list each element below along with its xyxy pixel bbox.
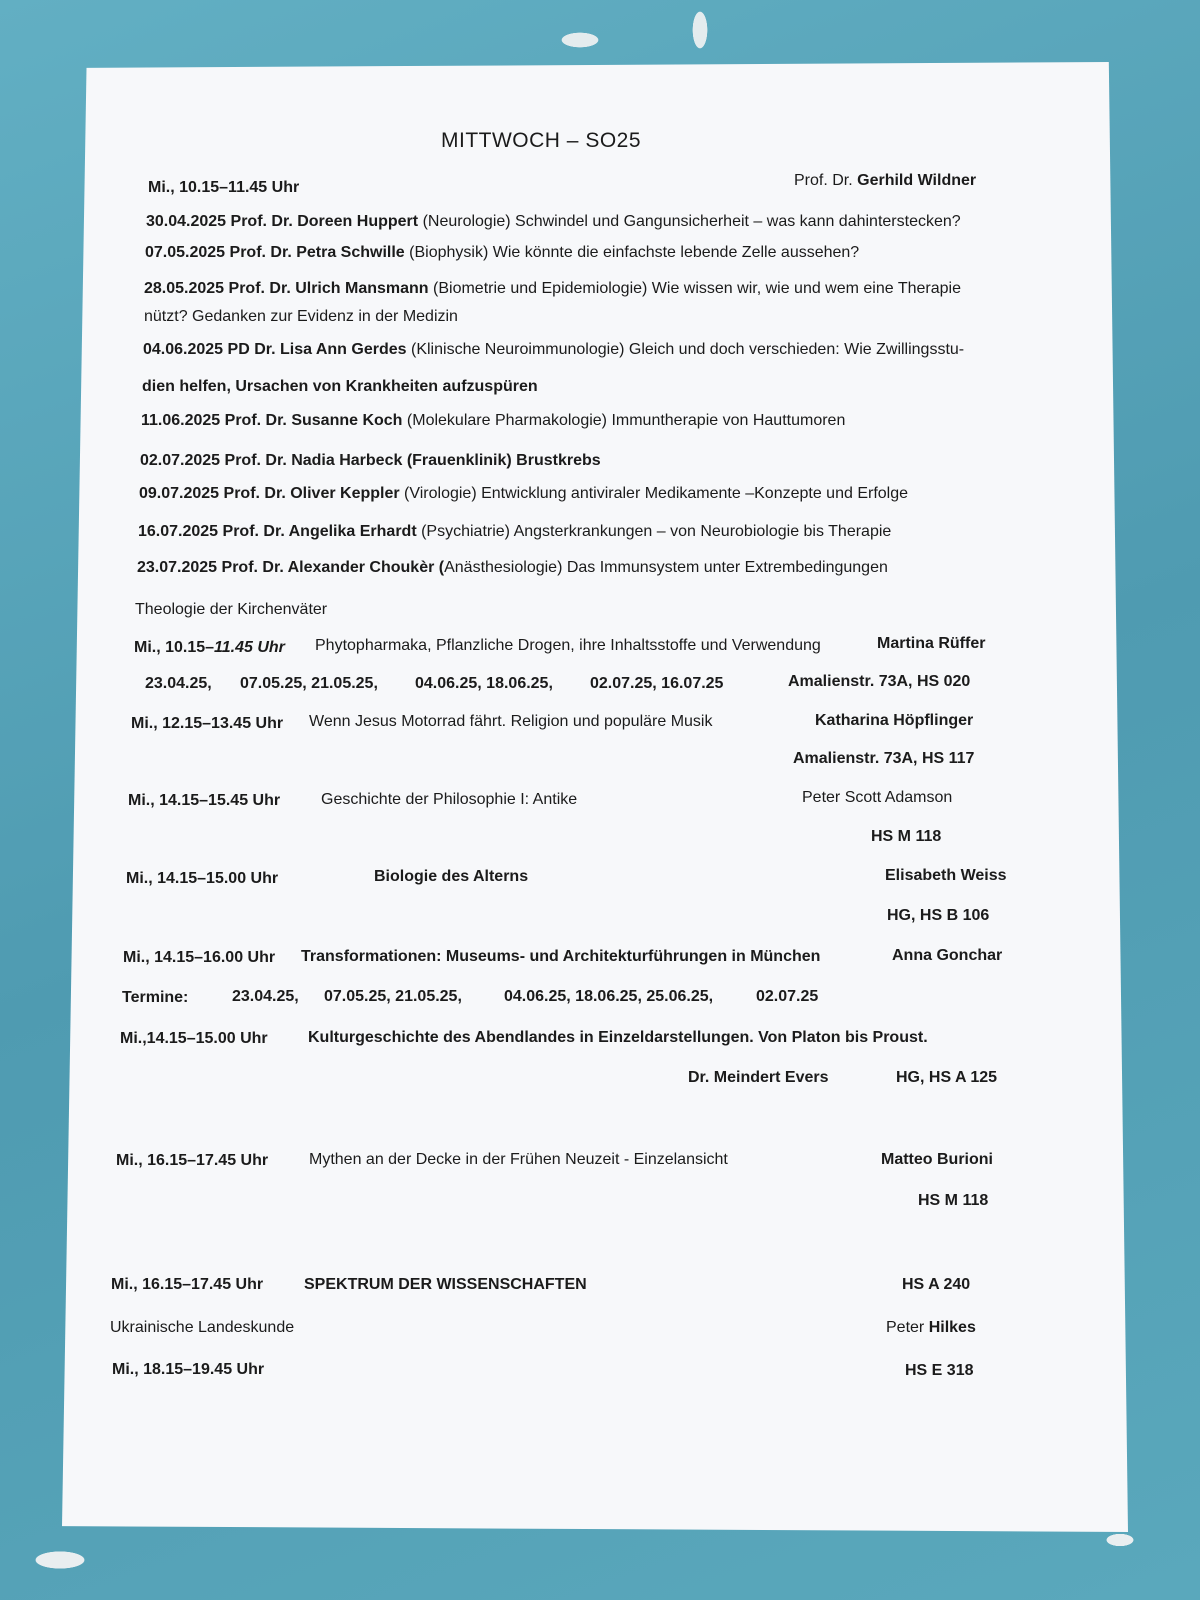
s1-time: Mi., 10.15–11.45 Uhr xyxy=(148,179,300,196)
s1-organizer: Prof. Dr. Gerhild Wildner xyxy=(794,172,977,189)
s2-heading: Theologie der Kirchenväter xyxy=(135,601,328,618)
s9-time: Mi., 16.15–17.45 Uhr xyxy=(111,1276,264,1293)
lecture-row-continued: nützt? Gedanken zur Evidenz in der Medizin xyxy=(144,308,458,325)
s4-lecturer: Peter Scott Adamson xyxy=(802,789,953,806)
s6-dates-1: 23.04.25, xyxy=(232,988,299,1005)
s7-time: Mi.,14.15–15.00 Uhr xyxy=(120,1030,268,1047)
s8-room: HS M 118 xyxy=(918,1192,989,1209)
s2-time: Mi., 10.15–11.45 Uhr xyxy=(134,639,285,656)
s10-time: Mi., 18.15–19.45 Uhr xyxy=(112,1361,265,1378)
lecture-row: 30.04.2025 Prof. Dr. Doreen Huppert (Neurologie) Schwindel und Gangunsicherheit – was kann dahinterstecken? xyxy=(146,213,961,230)
s5-lecturer: Elisabeth Weiss xyxy=(885,867,1007,884)
s6-dates-3: 04.06.25, 18.06.25, 25.06.25, xyxy=(504,988,714,1005)
s4-course: Geschichte der Philosophie I: Antike xyxy=(321,791,578,808)
s3-room: Amalienstr. 73A, HS 117 xyxy=(793,750,975,767)
s10-room: HS E 318 xyxy=(905,1362,974,1379)
s8-lecturer: Matteo Burioni xyxy=(881,1151,993,1168)
s2-dates-1: 23.04.25, xyxy=(145,675,212,692)
lecture-row: 07.05.2025 Prof. Dr. Petra Schwille (Biophysik) Wie könnte die einfachste lebende Zelle aussehen? xyxy=(145,244,860,261)
s2-dates-2: 07.05.25, 21.05.25, xyxy=(240,675,378,692)
s7-course: Kulturgeschichte des Abendlandes in Einzeldarstellungen. Von Platon bis Proust. xyxy=(308,1029,928,1046)
s7-room: HG, HS A 125 xyxy=(896,1069,998,1086)
lecture-row: 16.07.2025 Prof. Dr. Angelika Erhardt (Psychiatrie) Angsterkrankungen – von Neurobiologie bis Therapie xyxy=(138,523,892,540)
s6-dates-label: Termine: xyxy=(122,989,189,1006)
lecture-row: 23.07.2025 Prof. Dr. Alexander Choukèr (Anästhesiologie) Das Immunsystem unter Extrembedingungen xyxy=(137,559,888,576)
lecture-row-continued: dien helfen, Ursachen von Krankheiten aufzuspüren xyxy=(142,378,538,395)
s6-time: Mi., 14.15–16.00 Uhr xyxy=(123,949,276,966)
s10-course: Ukrainische Landeskunde xyxy=(110,1319,295,1336)
s2-room: Amalienstr. 73A, HS 020 xyxy=(788,673,971,690)
s2-dates-4: 02.07.25, 16.07.25 xyxy=(590,675,724,692)
s6-lecturer: Anna Gonchar xyxy=(892,947,1003,964)
s3-lecturer: Katharina Höpflinger xyxy=(815,712,974,729)
s5-course: Biologie des Alterns xyxy=(374,868,529,885)
lecture-row: 02.07.2025 Prof. Dr. Nadia Harbeck (Frauenklinik) Brustkrebs xyxy=(140,452,601,469)
s4-room: HS M 118 xyxy=(871,828,942,845)
lecture-row: 04.06.2025 PD Dr. Lisa Ann Gerdes (Klinische Neuroimmunologie) Gleich und doch verschieden: Wie Zwillingsstu- xyxy=(143,341,965,358)
lecture-row: 11.06.2025 Prof. Dr. Susanne Koch (Molekulare Pharmakologie) Immuntherapie von Hauttumoren xyxy=(141,412,846,429)
page-title: MITTWOCH – SO25 xyxy=(441,129,642,152)
s10-lecturer: Peter Hilkes xyxy=(886,1319,976,1336)
s7-lecturer: Dr. Meindert Evers xyxy=(688,1069,829,1086)
s4-time: Mi., 14.15–15.45 Uhr xyxy=(128,792,281,809)
s6-dates-2: 07.05.25, 21.05.25, xyxy=(324,988,462,1005)
s9-room: HS A 240 xyxy=(902,1276,971,1293)
s3-time: Mi., 12.15–13.45 Uhr xyxy=(131,715,284,732)
s8-time: Mi., 16.15–17.45 Uhr xyxy=(116,1152,269,1169)
s3-course: Wenn Jesus Motorrad fährt. Religion und populäre Musik xyxy=(309,713,713,730)
lecture-row: 28.05.2025 Prof. Dr. Ulrich Mansmann (Biometrie und Epidemiologie) Wie wissen wir, wie und wem eine Therapie xyxy=(144,280,961,297)
s5-time: Mi., 14.15–15.00 Uhr xyxy=(126,870,279,887)
s6-dates-4: 02.07.25 xyxy=(756,988,819,1005)
s6-course: Transformationen: Museums- und Architekturführungen in München xyxy=(301,948,821,965)
lecture-row: 09.07.2025 Prof. Dr. Oliver Keppler (Virologie) Entwicklung antiviraler Medikamente –Konzepte und Erfolge xyxy=(139,485,909,502)
s2-lecturer: Martina Rüffer xyxy=(877,635,986,652)
s8-course: Mythen an der Decke in der Frühen Neuzeit - Einzelansicht xyxy=(309,1151,728,1168)
s2-course: Phytopharmaka, Pflanzliche Drogen, ihre Inhaltsstoffe und Verwendung xyxy=(315,637,821,654)
s2-dates-3: 04.06.25, 18.06.25, xyxy=(415,675,553,692)
s5-room: HG, HS B 106 xyxy=(887,907,990,924)
s9-course: SPEKTRUM DER WISSENSCHAFTEN xyxy=(304,1276,587,1293)
